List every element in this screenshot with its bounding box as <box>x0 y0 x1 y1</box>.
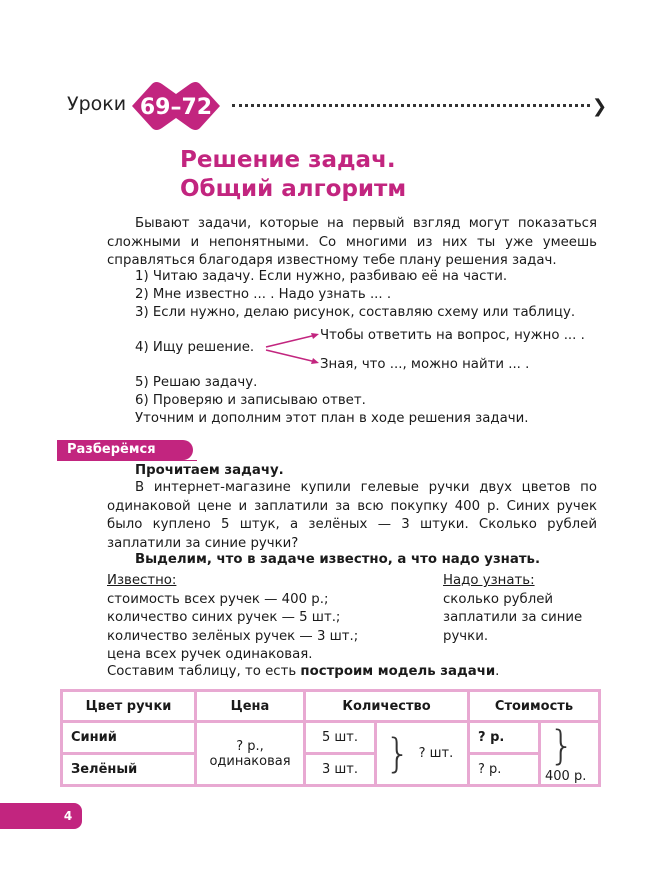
brace-icon: } <box>385 730 411 777</box>
page-title: Решение задач. Общий алгоритм <box>180 147 407 202</box>
page-number: 4 <box>54 803 82 829</box>
row-color-green: Зелёный <box>62 754 196 786</box>
header-price: Цена <box>196 691 305 722</box>
task-model-table <box>60 689 601 787</box>
header-color: Цвет ручки <box>62 691 196 722</box>
known-block <box>107 572 358 665</box>
find-item: ручки. <box>443 628 489 644</box>
find-title: Надо узнать: <box>443 573 535 588</box>
closing-line: Уточним и дополним этот план в ходе решения задачи. <box>135 411 529 426</box>
highlight-line: Выделим, что в задаче известно, а что надо узнать. <box>135 552 541 567</box>
qty-green: 3 шт. <box>305 754 376 786</box>
step-5: 5) Решаю задачу. <box>135 375 258 390</box>
step-2: 2) Мне известно ... . Надо узнать ... . <box>135 287 392 302</box>
model-intro: Составим таблицу, то есть построим модель задачи. <box>107 664 500 679</box>
lessons-range: 69–72 <box>139 95 213 120</box>
qty-blue: 5 шт. <box>305 722 376 754</box>
step-6: 6) Проверяю и записываю ответ. <box>135 393 366 408</box>
header-cost: Стоимость <box>469 691 600 722</box>
row-color-blue: Синий <box>62 722 196 754</box>
brace-icon: } <box>549 723 575 769</box>
page-strip <box>0 803 56 829</box>
cost-total-cell: } 400 р. <box>540 722 600 786</box>
known-item: стоимость всех ручек — 400 р.; <box>107 591 329 607</box>
find-block <box>443 572 582 646</box>
intro-paragraph: Бывают задачи, которые на первый взгляд могут показаться сложными и непонятными. Со многими из них ты уже умеешь справляться благодаря известному тебе плану решения задач. <box>107 216 597 268</box>
known-item: количество синих ручек — 5 шт.; <box>107 610 341 625</box>
branch-top: Чтобы ответить на вопрос, нужно ... . <box>320 328 585 343</box>
task-text: В интернет-магазине купили гелевые ручки двух цветов по одинаковой цене и заплатили за всю покупку 400 р. Синих ручек было куплено 5 штук, а зелёных — 3 штуки. Сколько рублей заплатили за синие ручки? <box>107 480 597 551</box>
known-item: количество зелёных ручек — 3 шт.; <box>107 628 359 644</box>
cost-blue: ? р. <box>469 722 540 754</box>
read-task-heading: Прочитаем задачу. <box>135 463 284 478</box>
cost-green: ? р. <box>469 754 540 786</box>
lessons-badge <box>122 80 230 132</box>
branch-arrows <box>264 330 322 368</box>
section-label: Разберёмся <box>57 440 193 460</box>
qty-total-cell: } ? шт. <box>376 722 469 786</box>
price-cell: ? р., одинаковая <box>196 722 305 786</box>
known-title: Известно: <box>107 573 177 588</box>
header-dotted-line <box>232 104 590 107</box>
chevron-right-icon: ❯ <box>592 96 608 117</box>
step-4: 4) Ищу решение. <box>135 340 255 355</box>
find-item: заплатили за синие <box>443 610 583 625</box>
step-1: 1) Читаю задачу. Если нужно, разбиваю её на части. <box>135 269 508 284</box>
section-divider <box>57 460 197 461</box>
branch-bottom: Зная, что ..., можно найти ... . <box>320 357 530 372</box>
find-item: сколько рублей <box>443 591 554 607</box>
header-quantity: Количество <box>305 691 469 722</box>
lessons-label: Уроки <box>67 93 127 115</box>
known-item: цена всех ручек одинаковая. <box>107 647 313 662</box>
step-3: 3) Если нужно, делаю рисунок, составляю схему или таблицу. <box>135 305 576 320</box>
